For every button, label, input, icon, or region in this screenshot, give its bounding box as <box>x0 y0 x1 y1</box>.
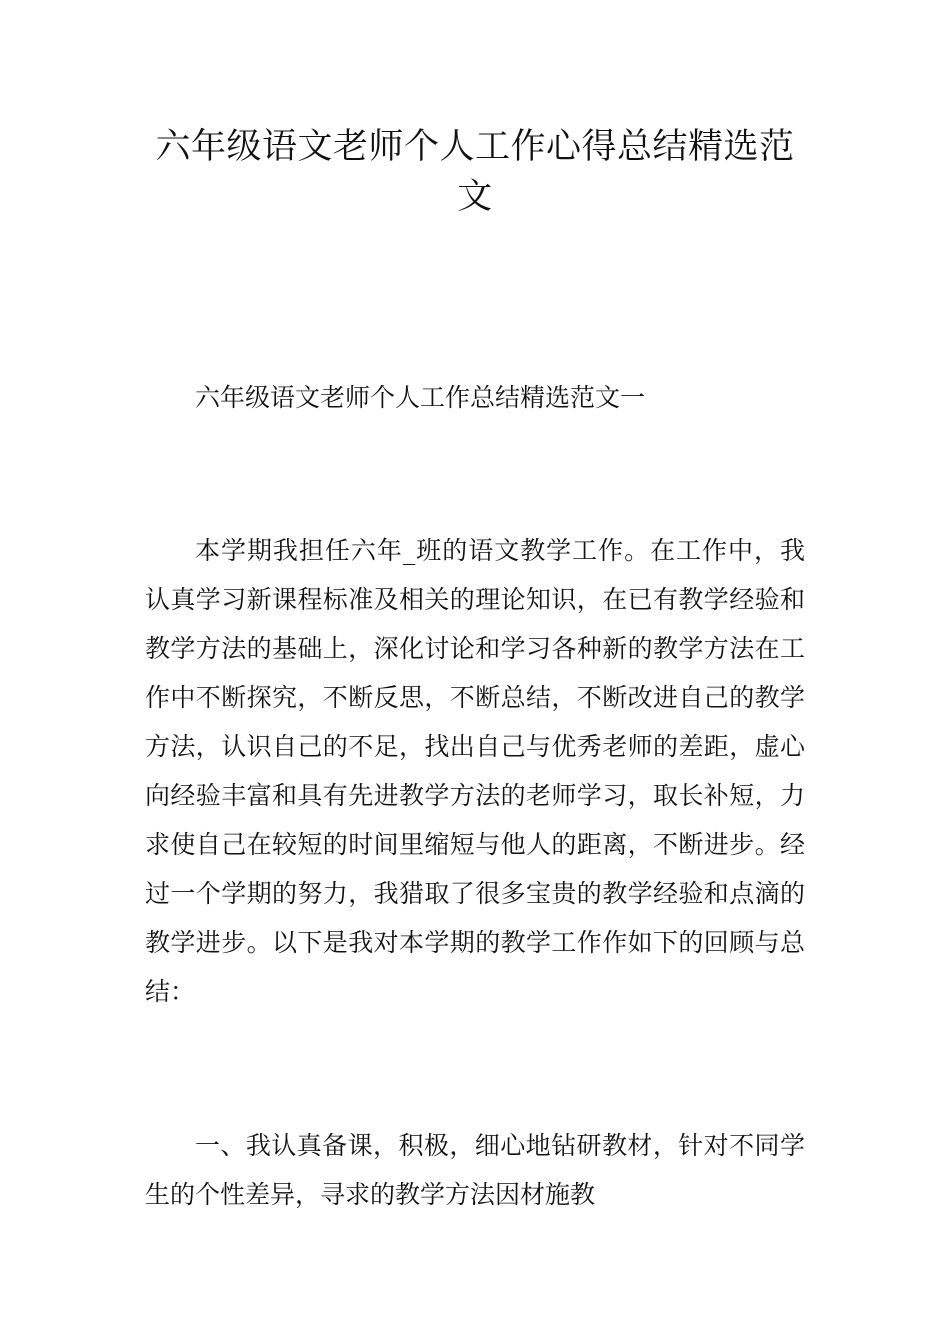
section-subtitle: 六年级语文老师个人工作总结精选范文一 <box>195 383 646 412</box>
body-paragraph-2: 一、我认真备课，积极，细心地钻研教材，针对不同学生的个性差异，寻求的教学方法因材施教 <box>145 1131 805 1209</box>
document-title: 六年级语文老师个人工作心得总结精选范文 <box>155 127 795 217</box>
body-paragraph-1: 本学期我担任六年_班的语文教学工作。在工作中，我认真学习新课程标准及相关的理论知识，在已有教学经验和教学方法的基础上，深化讨论和学习各种新的教学方法在工作中不断探究，不断反思，不断总结，不断改进自己的教学方法，认识自己的不足，找出自己与优秀老师的差距，虚心向经验丰富和具有先进教学方法的老师学习，取长补短，力求使自己在较短的时间里缩短与他人的距离，不断进步。经过一个学期的努力，我猎取了很多宝贵的教学经验和点滴的教学进步。以下是我对本学期的教学工作作如下的回顾与总结： <box>145 536 805 1006</box>
